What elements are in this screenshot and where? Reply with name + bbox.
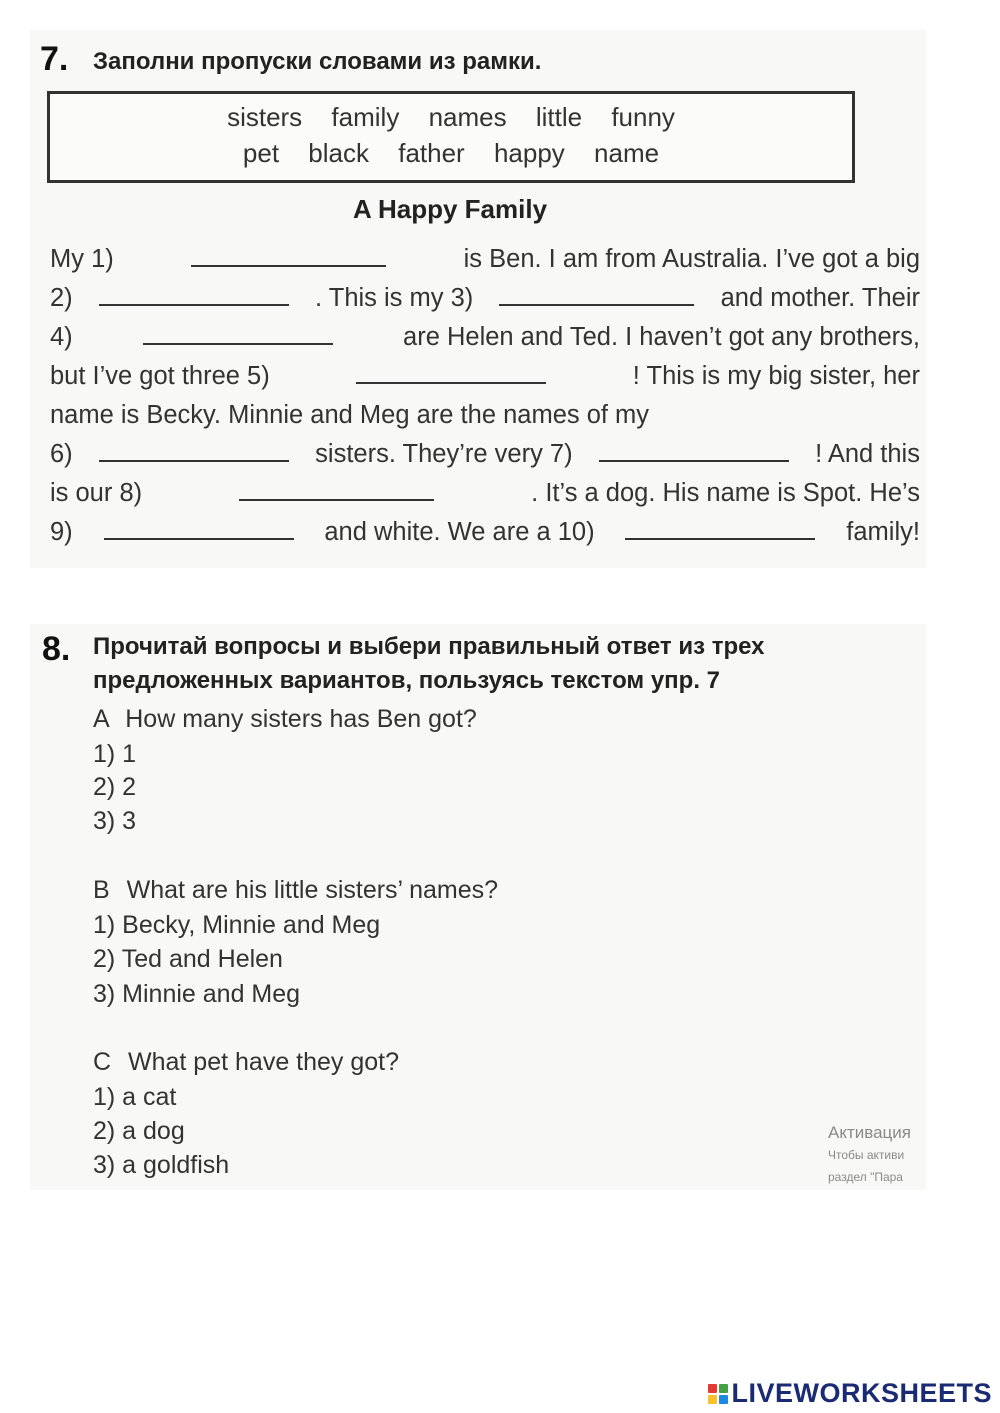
word-father: father [398, 138, 465, 168]
line-text: ! This is my big sister, her [632, 362, 920, 390]
word-names: names [428, 102, 507, 132]
question-letter: C [93, 1048, 112, 1076]
line-text: but I’ve got three 5) [50, 362, 270, 390]
story-line-5 [50, 401, 920, 440]
question-a-option-1[interactable]: 1) 1 [93, 740, 137, 768]
blank-2[interactable] [99, 284, 289, 306]
story-line-2 [50, 284, 920, 323]
line-text: . It’s a dog. His name is Spot. He’s [531, 479, 920, 507]
logo-square [708, 1395, 717, 1404]
logo-square [719, 1384, 728, 1393]
task8-title-line-1: Прочитай вопросы и выбери правильный ответ из трех [93, 633, 765, 660]
line-text: 2) [50, 284, 73, 312]
activation-watermark [828, 1122, 928, 1188]
line-text: and mother. Their [720, 284, 920, 312]
question-text: What are his little sisters’ names? [126, 876, 499, 904]
question-c-option-2[interactable]: 2) a dog [93, 1117, 185, 1145]
question-letter: B [93, 876, 110, 904]
line-text: ! And this [815, 440, 920, 468]
line-text: . This is my 3) [315, 284, 474, 312]
question-a-option-2[interactable]: 2) 2 [93, 773, 137, 801]
liveworksheets-logo [708, 1378, 992, 1409]
line-text: My 1) [50, 245, 114, 273]
story-line-8 [50, 518, 920, 557]
watermark-line-3: раздел "Пара [828, 1170, 903, 1184]
blank-4[interactable] [143, 323, 333, 345]
blank-9[interactable] [104, 518, 294, 540]
task7-title: Заполни пропуски словами из рамки. [93, 48, 542, 75]
blank-10[interactable] [625, 518, 815, 540]
watermark-line-1: Активация [828, 1123, 911, 1142]
blank-1[interactable] [191, 245, 386, 267]
question-b-option-2[interactable]: 2) Ted and Helen [93, 945, 283, 973]
logo-square [719, 1395, 728, 1404]
question-letter: A [93, 705, 109, 733]
line-text: name is Becky. Minnie and Meg are the names of my [50, 401, 650, 429]
page-gap [30, 568, 926, 624]
logo-square [708, 1384, 717, 1393]
line-text: and white. We are a 10) [324, 518, 595, 546]
line-text: 9) [50, 518, 73, 546]
story-line-6 [50, 440, 920, 479]
blank-3[interactable] [499, 284, 694, 306]
word-box [47, 91, 855, 183]
question-text: How many sisters has Ben got? [125, 705, 477, 733]
story-line-4 [50, 362, 920, 401]
question-b-option-3[interactable]: 3) Minnie and Meg [93, 980, 301, 1008]
question-a [93, 705, 477, 734]
blank-5[interactable] [356, 362, 546, 384]
logo-squares-icon [708, 1384, 728, 1404]
word-box-row-1 [50, 102, 852, 133]
word-black: black [308, 138, 369, 168]
question-c [93, 1048, 399, 1077]
line-text: 6) [50, 440, 73, 468]
question-c-option-1[interactable]: 1) a cat [93, 1083, 177, 1111]
word-funny: funny [611, 102, 675, 132]
line-text: are Helen and Ted. I haven’t got any brothers, [403, 323, 920, 351]
line-text: is Ben. I am from Australia. I’ve got a big [463, 245, 920, 273]
question-b-option-1[interactable]: 1) Becky, Minnie and Meg [93, 911, 381, 939]
task8-title-line-2: предложенных вариантов, пользуясь текстом упр. 7 [93, 667, 721, 694]
question-b [93, 876, 498, 905]
brand-name: LIVEWORKSHEETS [731, 1378, 992, 1408]
line-text: 4) [50, 323, 73, 351]
story-line-7 [50, 479, 920, 518]
story-line-1 [50, 245, 920, 284]
word-box-row-2 [50, 138, 852, 169]
question-a-option-3[interactable]: 3) 3 [93, 807, 137, 835]
word-sisters: sisters [227, 102, 303, 132]
story-line-3 [50, 323, 920, 362]
blank-7[interactable] [599, 440, 789, 462]
line-text: sisters. They’re very 7) [315, 440, 573, 468]
word-pet: pet [242, 138, 280, 168]
word-happy: happy [493, 138, 565, 168]
story-title: A Happy Family [352, 194, 548, 224]
blank-6[interactable] [99, 440, 289, 462]
line-text: family! [846, 518, 920, 546]
word-little: little [535, 102, 583, 132]
task8-number: 8. [42, 630, 71, 668]
story-text [50, 245, 920, 557]
task7-number: 7. [40, 40, 69, 78]
word-family: family [331, 102, 400, 132]
word-name: name [594, 138, 660, 168]
question-c-option-3[interactable]: 3) a goldfish [93, 1151, 230, 1179]
question-text: What pet have they got? [128, 1048, 400, 1076]
watermark-line-2: Чтобы активи [828, 1148, 905, 1162]
blank-8[interactable] [239, 479, 434, 501]
line-text: is our 8) [50, 479, 143, 507]
